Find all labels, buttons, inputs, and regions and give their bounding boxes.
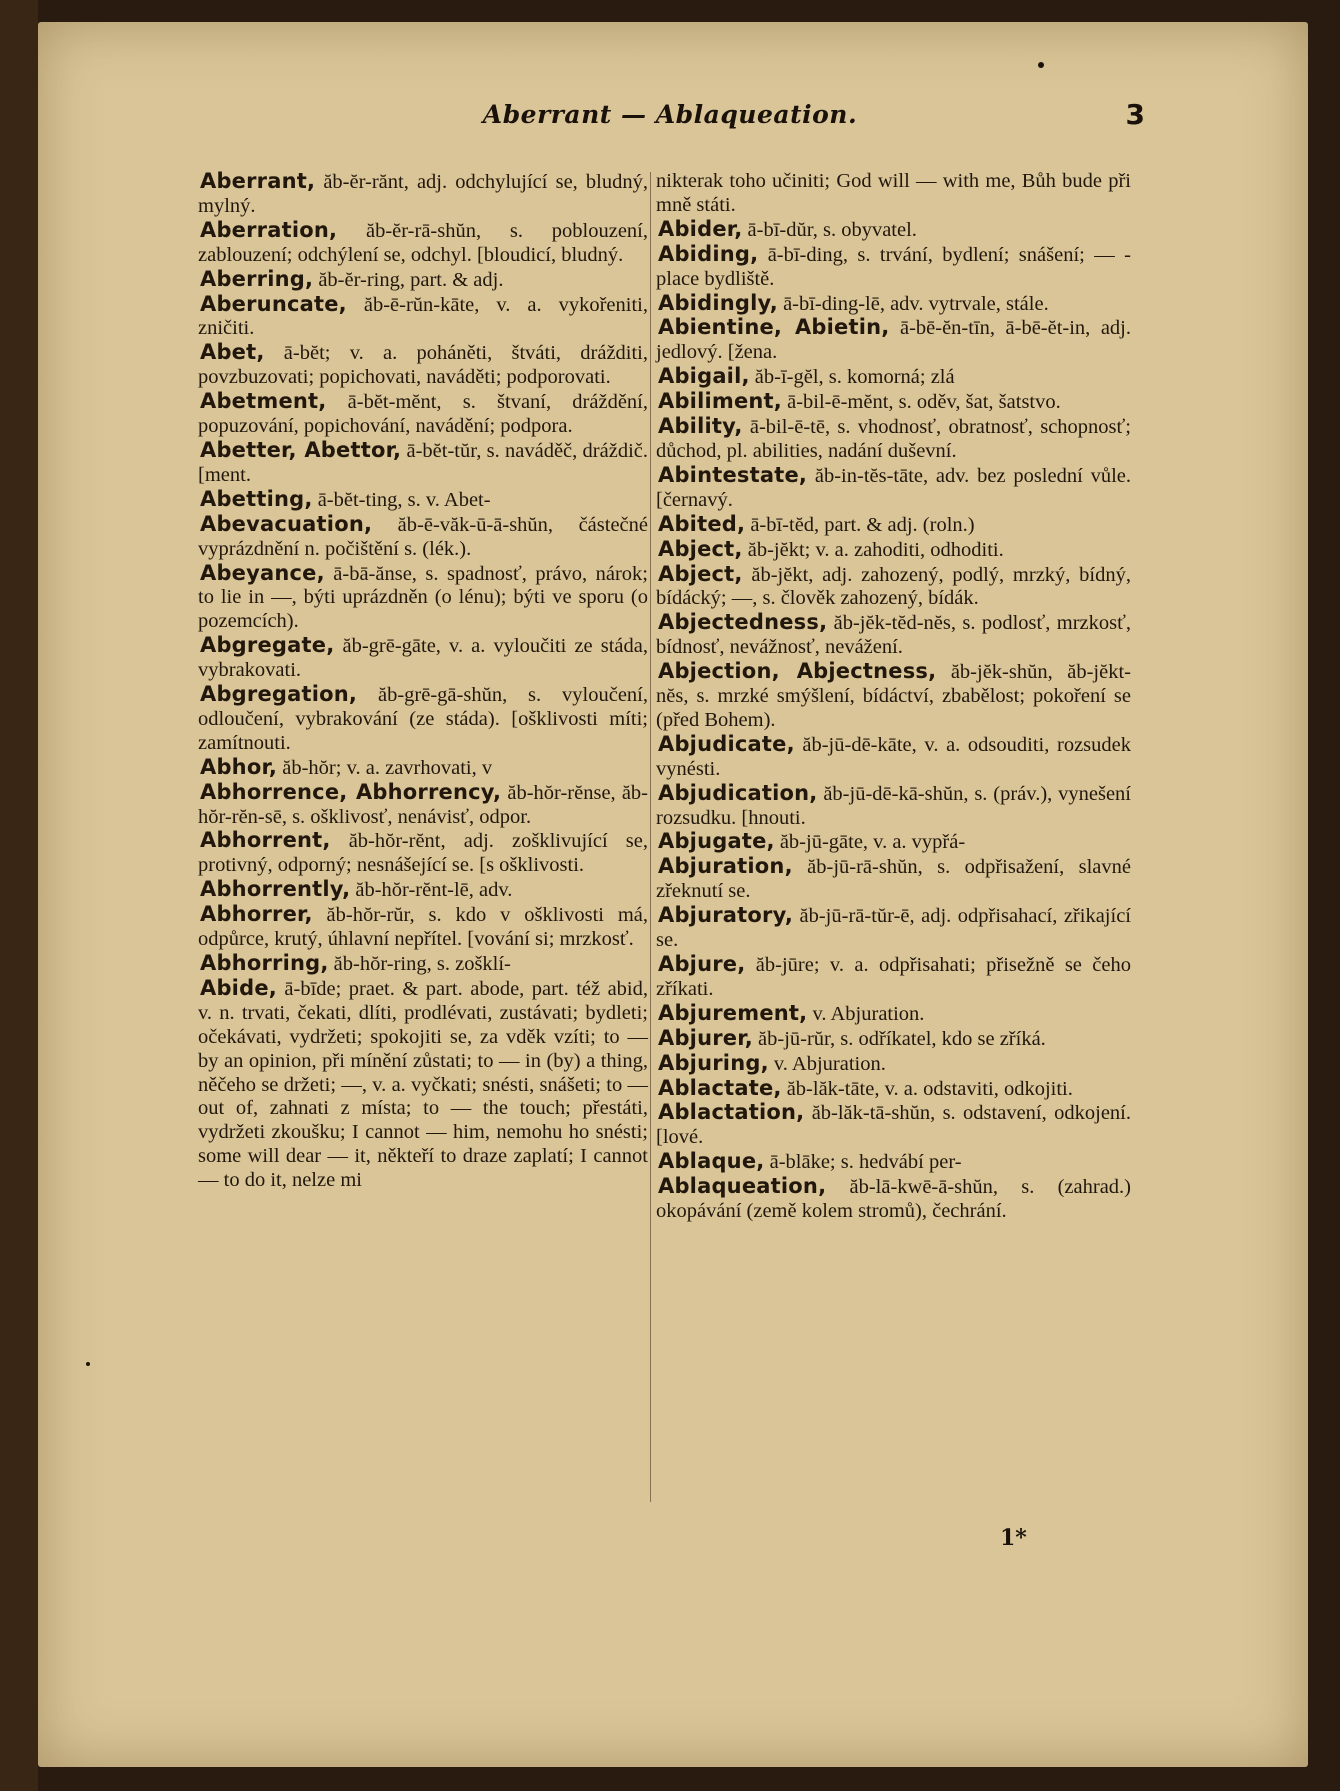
entry-definition: ăb-in-tĕs-tāte, adv. bez poslední vůle. [černavý. [656,464,1131,511]
dictionary-entry [198,756,648,781]
entry-headword: Abhorrence, Abhorrency, [200,779,502,804]
entry-definition: ăb-ē-rŭn-kāte, v. a. vykořeniti, zničiti. [198,293,648,340]
dictionary-entry [198,170,648,219]
dictionary-entry [656,538,1131,563]
entry-headword: Abhorrent, [200,828,331,853]
entry-headword: Abetment, [200,389,327,414]
dictionary-entry [656,292,1131,317]
book-edge [0,0,38,1791]
dictionary-entry [198,878,648,903]
entry-definition: v. Abjuration. [807,1002,925,1025]
dictionary-entry [656,1077,1131,1102]
entry-headword: Abjuratory, [658,903,794,928]
dictionary-entry [656,1101,1131,1150]
dictionary-entry [656,218,1131,243]
entry-definition: ā-bīde; praet. & part. abode, part. též abid, v. n. trvati, čekati, dlíti, prodlévati, zustávati; bydleti; očekávati, vydržeti; spokojiti se, za vděk vzíti; to — by an opinion, při mínění zůstati; to — in (by) a thing, něčeho se držeti; —, v. a. vyčkati; snésti, snášeti; to — out of, zahnati z místa; to — the touch; přestáti, vydržeti zkoušku; I cannot — him, nemohu ho snésti; some will dear — it, někteří to draze zaplatí; I cannot — to do it, nelze mi [198,977,648,1192]
dictionary-entry [656,464,1131,513]
dictionary-entry [656,415,1131,464]
entry-definition: ăb-ĕr-ring, part. & adj. [313,268,504,291]
dictionary-entry [656,782,1131,831]
entry-headword: Abject, [658,561,743,586]
entry-definition: ăb-jū-rā-shŭn, s. odpřisažení, slavné zřeknutí se. [656,856,1131,903]
entry-definition: ăb-hŏr-ring, s. zošklí- [328,953,511,975]
ink-speck [1038,62,1044,68]
dictionary-entry [656,904,1131,953]
dictionary-entry [656,611,1131,660]
entry-headword: Aberration, [200,217,338,242]
entry-definition: ăb-ī-gĕl, s. komorná; zlá [749,366,955,389]
left-column [198,170,648,1193]
dictionary-entry [656,170,1131,218]
entry-definition: ăb-ē-văk-ū-ā-shŭn, částečné vyprázdnění n. počištění s. (lék.). [198,513,648,560]
entry-definition: ā-bĕt; v. a. poháněti, štváti, drážditi, povzbuzovati; popichovati, naváděti; podporovati. [198,342,648,389]
entry-headword: Abigail, [658,364,750,389]
entry-definition: ăb-hŏr-rŭr, s. kdo v ošklivosti má, odpůrce, krutý, úhlavní nepřítel. [vování si; mrzkosť. [198,904,648,951]
entry-definition: ăb-ĕr-rā-shŭn, s. poblouzení, zablouzení; odchýlení se, odchyl. [bloudicí, bludný. [198,219,648,266]
dictionary-entry [198,488,648,513]
entry-definition: ăb-jĕkt, adj. zahozený, podlý, mrzký, bídný, bídácký; —, s. člověk zahozený, bídák. [656,563,1131,610]
dictionary-entry [198,952,648,977]
entry-headword: Abject, [658,536,743,561]
entry-definition: v. Abjuration. [768,1052,886,1075]
entry-definition: ā-bil-ē-mĕnt, s. oděv, šat, šatstvo. [781,391,1061,414]
entry-definition: ăb-jĕk-tĕd-nĕs, s. podlosť, mrzkosť, bídnosť, nevážnosť, nevážení. [656,612,1131,659]
dictionary-entry [656,513,1131,538]
entry-headword: Abiding, [658,241,759,266]
entry-headword: Abet, [200,340,265,365]
entry-definition: ăb-ĕr-rănt, adj. odchylující se, bludný, mylný. [198,171,648,217]
dictionary-entry [656,953,1131,1002]
entry-headword: Abjudicate, [658,731,795,756]
entry-headword: Ablaque, [658,1149,765,1174]
dictionary-entry [656,855,1131,904]
dictionary-entry [198,268,648,293]
entry-definition: ăb-hŏr-rĕnt-lē, adv. [350,879,513,902]
running-header [195,100,1145,140]
entry-definition: ā-bī-dŭr, s. obyvatel. [742,218,917,241]
entry-definition: ā-bĕt-tŭr, s. naváděč, dráždič. [ment. [198,439,648,486]
entry-definition: ăb-jū-rā-tŭr-ē, adj. odpřisahací, zřikající se. [656,905,1131,952]
dictionary-entry [656,243,1131,292]
entry-headword: Abider, [658,216,743,241]
entry-definition: ăb-jū-dē-kāte, v. a. odsouditi, rozsudek vynésti. [656,733,1131,780]
dictionary-entry [656,365,1131,390]
entry-definition: ăb-hŏr-rĕnse, ăb-hŏr-rĕn-sē, s. ošklivosť, nenávisť, odpor. [198,781,648,828]
dictionary-entry [656,1175,1131,1224]
entry-definition: ăb-jĕk-shŭn, ăb-jĕkt-nĕs, s. mrzké smýšlení, bídáctví, zbabělost; pokoření se (před Bohem). [656,661,1131,731]
entry-definition: ăb-jū-rŭr, s. odříkatel, kdo se zříká. [752,1027,1046,1050]
dictionary-entry [198,977,648,1193]
dictionary-entry [656,316,1131,365]
entry-definition: nikterak toho učiniti; God will — with me, Bůh bude při mně státi. [656,170,1131,216]
dictionary-entry [656,1002,1131,1027]
dictionary-entry [198,513,648,562]
page-number: 3 [1125,98,1145,131]
entry-headword: Abjurer, [658,1025,753,1050]
dictionary-entry [198,781,648,830]
entry-headword: Ablaqueation, [658,1174,827,1199]
entry-headword: Aberrant, [200,169,316,193]
entry-headword: Abjection, Abjectness, [658,659,937,684]
entry-headword: Aberuncate, [200,291,347,316]
entry-headword: Abjuring, [658,1050,769,1075]
dictionary-entry [656,1052,1131,1077]
dictionary-entry [656,733,1131,782]
dictionary-entry [656,830,1131,855]
dictionary-entry [198,634,648,683]
dictionary-entry [198,219,648,268]
entry-definition: ăb-jĕkt; v. a. zahoditi, odhoditi. [742,538,1004,561]
entry-definition: ăb-lā-kwē-ā-shŭn, s. (zahrad.) okopávání (země kolem stromů), čechrání. [656,1176,1131,1223]
entry-definition: ăb-hŏr-rĕnt, adj. zošklivující se, protivný, odporný; nesnášející se. [s ošklivosti. [198,830,648,877]
entry-headword: Abjectedness, [658,610,828,635]
entry-headword: Abientine, Abietin, [658,315,890,340]
entry-headword: Abjugate, [658,829,775,854]
entry-headword: Abjure, [658,952,746,976]
entry-headword: Abetting, [200,486,313,511]
dictionary-entry [656,390,1131,415]
entry-definition: ā-bĕt-mĕnt, s. štvaní, dráždění, popuzování, popichování, navádění; podpora. [198,391,648,438]
entry-headword: Abevacuation, [200,511,373,536]
entry-headword: Abgregate, [200,633,335,658]
entry-headword: Abiliment, [658,389,782,414]
entry-definition: ā-bā-ănse, s. spadnosť, právo, nárok; to lie in —, býti uprázdněn (o lénu); býti ve sporu (o pozemcích). [198,562,648,633]
entry-definition: ăb-jū-gāte, v. a. vypřá- [774,831,966,854]
entry-definition: ā-bī-ding-lē, adv. vytrvale, stále. [777,292,1049,315]
entry-definition: ā-bī-ding, s. trvání, bydlení; snášení; — -place bydliště. [656,243,1131,290]
entry-definition: ā-blāke; s. hedvábí per- [764,1151,962,1174]
entry-headword: Abhorrer, [200,902,313,927]
entry-definition: ā-bil-ē-tē, s. vhodnosť, obratnosť, schopnosť; důchod, pl. abilities, nadání duševní. [656,416,1131,462]
dictionary-entry [198,829,648,878]
entry-headword: Abeyance, [200,560,325,585]
header-title: Aberrant — Ablaqueation. [482,100,858,129]
entry-headword: Ability, [658,414,743,439]
signature-mark: 1* [1000,1525,1027,1551]
entry-headword: Abjuration, [658,854,793,879]
entry-headword: Aberring, [200,266,314,291]
entry-headword: Ablactate, [658,1075,782,1100]
right-column [656,170,1131,1224]
entry-definition: ăb-grē-gāte, v. a. vylоučiti ze stáda, vybrakovati. [198,635,648,682]
entry-headword: Abhor, [200,754,278,779]
entry-headword: Abhorring, [200,951,329,975]
entry-headword: Abjurement, [658,1000,808,1025]
entry-headword: Abide, [200,975,277,1000]
dictionary-entry [198,293,648,342]
entry-definition: ā-bĕt-ting, s. v. Abet- [312,488,491,511]
entry-headword: Ablactation, [658,1100,805,1125]
entry-headword: Abgregation, [200,682,358,707]
dictionary-entry [656,660,1131,733]
entry-definition: ā-bē-ĕn-tīn, ā-bē-ĕt-in, adj. jedlový. [žena. [656,317,1131,364]
entry-definition: ăb-lăk-tā-shŭn, s. odstavení, odkojení. [lové. [656,1102,1131,1149]
dictionary-entry [198,562,648,635]
entry-headword: Abidingly, [658,290,778,315]
dictionary-entry [656,1027,1131,1052]
entry-headword: Abited, [658,511,746,536]
column-rule [650,172,651,1502]
entry-definition: ā-bī-tĕd, part. & adj. (roln.) [745,513,975,536]
entry-definition: ăb-grē-gā-shŭn, s. vyloučení, odloučení, vybrakování (ze stáda). [ošklivosti míti; zamítnouti. [198,684,648,754]
entry-headword: Abjudication, [658,780,818,805]
dictionary-entry [198,683,648,756]
entry-definition: ăb-lăk-tāte, v. a. odstaviti, odkojiti. [781,1077,1073,1100]
entry-headword: Abintestate, [658,462,808,487]
ink-speck [86,1362,90,1366]
entry-headword: Abhorrently, [200,877,351,902]
dictionary-entry [198,341,648,390]
entry-definition: ăb-hŏr; v. a. zavrhovati, v [277,756,493,779]
dictionary-entry [198,390,648,439]
entry-definition: ăb-jū-dē-kā-shŭn, s. (práv.), vynešení rozsudku. [hnouti. [656,782,1131,829]
dictionary-entry [198,439,648,488]
dictionary-entry [198,903,648,952]
dictionary-entry [656,563,1131,612]
entry-headword: Abetter, Abettor, [200,437,402,462]
entry-definition: ăb-jūre; v. a. odpřisahati; přisežně se čeho zříkati. [656,954,1131,1000]
dictionary-entry [656,1150,1131,1175]
